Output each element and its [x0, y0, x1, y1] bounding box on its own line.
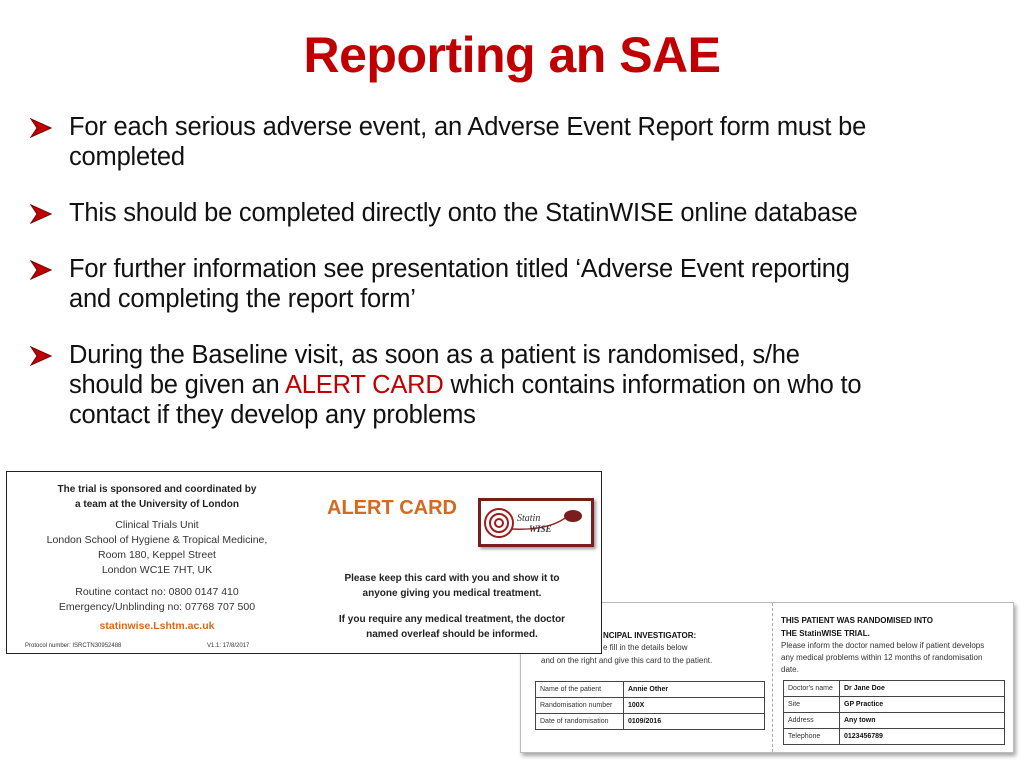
address-line: London WC1E 7HT, UK [101, 564, 213, 576]
arrow-bullet-icon [30, 204, 52, 224]
rand-heading-line: THIS PATIENT WAS RANDOMISED INTO [781, 616, 934, 625]
alert-card-heading: ALERT CARD [327, 497, 457, 519]
bullet-text: During the Baseline visit, as soon as a patient is randomised, s/he [69, 341, 800, 369]
row-label: Address [784, 713, 840, 729]
arrow-bullet-icon [30, 260, 52, 280]
statinwise-logo [478, 498, 594, 547]
patient-table [535, 681, 765, 730]
card-fold-line [772, 603, 773, 752]
rand-text [781, 640, 984, 676]
svg-text:Statin: Statin [517, 513, 541, 524]
pi-text: and on the right and give this card to the patient. [541, 656, 713, 665]
row-value: GP Practice [840, 697, 1005, 713]
svg-text:WISE: WISE [529, 524, 552, 534]
row-value: 100X [624, 698, 765, 714]
bullet-text: This should be completed directly onto the StatinWISE online database [69, 199, 858, 227]
bullet-text: contact if they develop any problems [69, 401, 476, 429]
row-label: Site [784, 697, 840, 713]
slide-title: Reporting an SAE [303, 27, 721, 83]
bullet-3 [30, 254, 1020, 314]
bullet-text [69, 370, 1020, 400]
row-value: 0123456789 [840, 729, 1005, 745]
bullet-2 [30, 198, 1020, 228]
bullet-text: For further information see presentation titled ‘Adverse Event reporting [69, 255, 850, 283]
rand-text-line: Please inform the doctor named below if patient develops [781, 641, 985, 650]
bullet-text: and completing the report form’ [69, 285, 416, 313]
pi-heading: NCIPAL INVESTIGATOR: [603, 631, 697, 640]
row-label: Name of the patient [536, 682, 624, 698]
contact-text [27, 585, 287, 615]
protocol-number: Protocol number: ISRCTN30952488 [25, 643, 122, 649]
doctor-table [783, 680, 1005, 745]
website-link: statinwise.Lshtm.ac.uk [99, 620, 215, 632]
arrow-bullet-icon [30, 118, 52, 138]
row-value: Annie Other [624, 682, 765, 698]
alert-card-highlight: ALERT CARD [284, 371, 444, 399]
sponsor-line: The trial is sponsored and coordinated by [57, 484, 257, 495]
keep-line: Please keep this card with you and show it to [344, 573, 560, 584]
version-text: V1.1: 17/8/2017 [207, 643, 250, 649]
arrow-bullet-icon [30, 346, 52, 366]
bullet-4 [30, 340, 1020, 430]
rand-heading [781, 614, 933, 640]
row-value: 0109/2016 [624, 714, 765, 730]
rand-text-line: any medical problems within 12 months of randomisation [781, 653, 983, 662]
bullet-text-part: should be given an [69, 371, 285, 399]
address-text [27, 518, 287, 578]
address-line: Clinical Trials Unit [115, 519, 199, 531]
bullet-text: completed [69, 143, 185, 171]
bullet-text-part: which contains information on who to [443, 371, 862, 399]
contact-line: Emergency/Unblinding no: 07768 707 500 [58, 601, 256, 613]
row-value: Dr Jane Doe [840, 681, 1005, 697]
require-text [307, 612, 597, 642]
row-label: Randomisation number [536, 698, 624, 714]
logo-swirl-icon [481, 501, 591, 544]
contact-line: Routine contact no: 0800 0147 410 [75, 586, 239, 598]
sponsor-line: a team at the University of London [75, 499, 239, 510]
alert-card-front-image [6, 471, 602, 654]
rand-heading-line: THE StatinWISE TRIAL. [781, 629, 870, 638]
bullet-text: For each serious adverse event, an Adverse Event Report form must be [69, 113, 867, 141]
require-line: named overleaf should be informed. [366, 629, 538, 640]
address-line: Room 180, Keppel Street [98, 549, 216, 561]
row-value: Any town [840, 713, 1005, 729]
pi-text: e fill in the details below [603, 643, 688, 652]
sponsor-text [27, 482, 287, 512]
row-label: Doctor's name [784, 681, 840, 697]
bullet-1 [30, 112, 1020, 172]
rand-text-line: date. [781, 665, 799, 674]
keep-card-text [307, 571, 597, 601]
row-label: Telephone [784, 729, 840, 745]
keep-line: anyone giving you medical treatment. [362, 588, 542, 599]
row-label: Date of randomisation [536, 714, 624, 730]
address-line: London School of Hygiene & Tropical Medicine, [46, 534, 268, 546]
require-line: If you require any medical treatment, the doctor [338, 614, 566, 625]
